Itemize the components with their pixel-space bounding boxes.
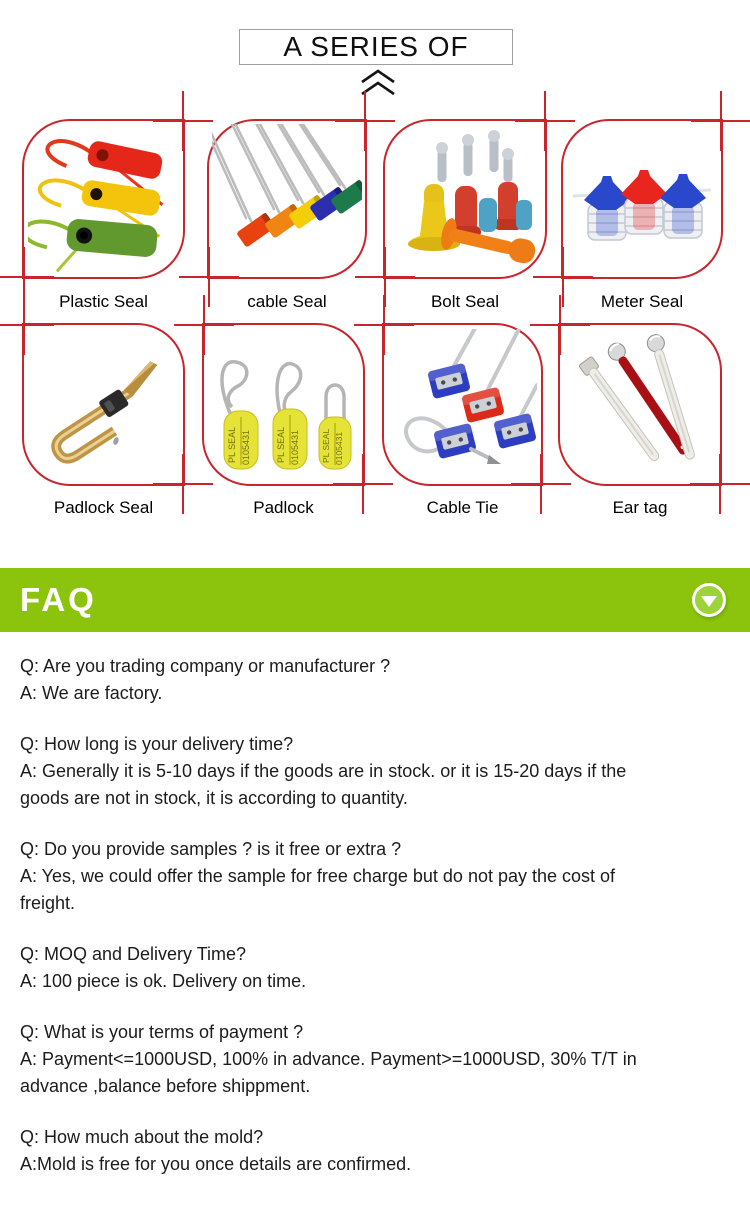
product-card-cable-tie — [382, 323, 543, 517]
series-title: A SERIES OF — [283, 31, 469, 62]
padlock-print-text: PL SEAL — [321, 428, 331, 463]
series-header-box — [239, 29, 513, 65]
product-card-bolt-seal — [383, 119, 547, 311]
padlock-print-text: PL SEAL — [227, 426, 237, 463]
double-chevron-up-icon — [356, 67, 400, 99]
meter-seal-product-image — [567, 124, 717, 274]
faq-list — [20, 653, 736, 1202]
faq-answer-line: A: Payment<=1000USD, 100% in advance. Payment>=1000USD, 30% T/T in — [20, 1049, 637, 1069]
product-label: Padlock Seal — [53, 498, 154, 517]
faq-answer-line: A: 100 piece is ok. Delivery on time. — [20, 971, 307, 991]
padlock-seal-product-image — [28, 329, 178, 479]
product-label: Padlock — [253, 498, 314, 517]
faq-answer-line: A: We are factory. — [20, 683, 163, 703]
cable-seal-product-image — [212, 124, 362, 274]
padlock-product-image — [208, 329, 358, 479]
faq-item — [20, 1019, 736, 1100]
bolt-seal-product-image — [390, 124, 540, 274]
faq-answer-line: A: Yes, we could offer the sample for free charge but do not pay the cost of — [20, 866, 616, 886]
product-label: Ear tag — [612, 498, 668, 517]
product-card-meter-seal — [561, 119, 723, 311]
faq-question: Q: MOQ and Delivery Time? — [20, 944, 247, 964]
faq-question: Q: How much about the mold? — [20, 1127, 264, 1147]
faq-title: FAQ — [20, 581, 97, 618]
faq-answer-line: A:Mold is free for you once details are confirmed. — [20, 1154, 412, 1174]
padlock-print-text: 0105431 — [241, 429, 251, 465]
product-card-cable-seal — [207, 119, 367, 311]
faq-item — [20, 653, 736, 707]
product-card-padlock-seal — [22, 323, 185, 517]
product-card-padlock — [202, 323, 365, 517]
padlock-print-text: 0105431 — [334, 431, 344, 465]
faq-item — [20, 941, 736, 995]
product-card-plastic-seal — [22, 119, 185, 311]
product-label: cable Seal — [247, 292, 327, 311]
plastic-seal-product-image — [28, 124, 178, 274]
faq-section-header — [0, 568, 750, 632]
product-card-ear-tag — [558, 323, 722, 517]
faq-question: Q: What is your terms of payment ? — [20, 1022, 304, 1042]
faq-question: Q: Are you trading company or manufacturer ? — [20, 656, 391, 676]
cable-tie-product-image — [387, 329, 537, 479]
faq-question: Q: How long is your delivery time? — [20, 734, 294, 754]
faq-item — [20, 836, 736, 917]
faq-question: Q: Do you provide samples ? is it free or extra ? — [20, 839, 402, 859]
faq-answer-line: A: Generally it is 5-10 days if the goods are in stock. or it is 15-20 days if the — [20, 761, 627, 781]
product-label: Plastic Seal — [59, 292, 148, 311]
faq-answer-line: freight. — [20, 893, 76, 913]
padlock-print-text: 0105431 — [290, 429, 300, 465]
faq-answer-line: advance ,balance before shippment. — [20, 1076, 311, 1096]
faq-item — [20, 731, 736, 812]
product-label: Cable Tie — [426, 498, 499, 517]
padlock-print-text: PL SEAL — [276, 426, 286, 463]
product-label: Bolt Seal — [430, 292, 500, 311]
ear-tag-product-image — [565, 329, 715, 479]
triangle-down-icon — [701, 596, 717, 607]
faq-item — [20, 1124, 736, 1178]
product-label: Meter Seal — [600, 292, 684, 311]
collapse-arrow-icon[interactable] — [692, 583, 726, 617]
faq-answer-line: goods are not in stock, it is according to quantity. — [20, 788, 408, 808]
